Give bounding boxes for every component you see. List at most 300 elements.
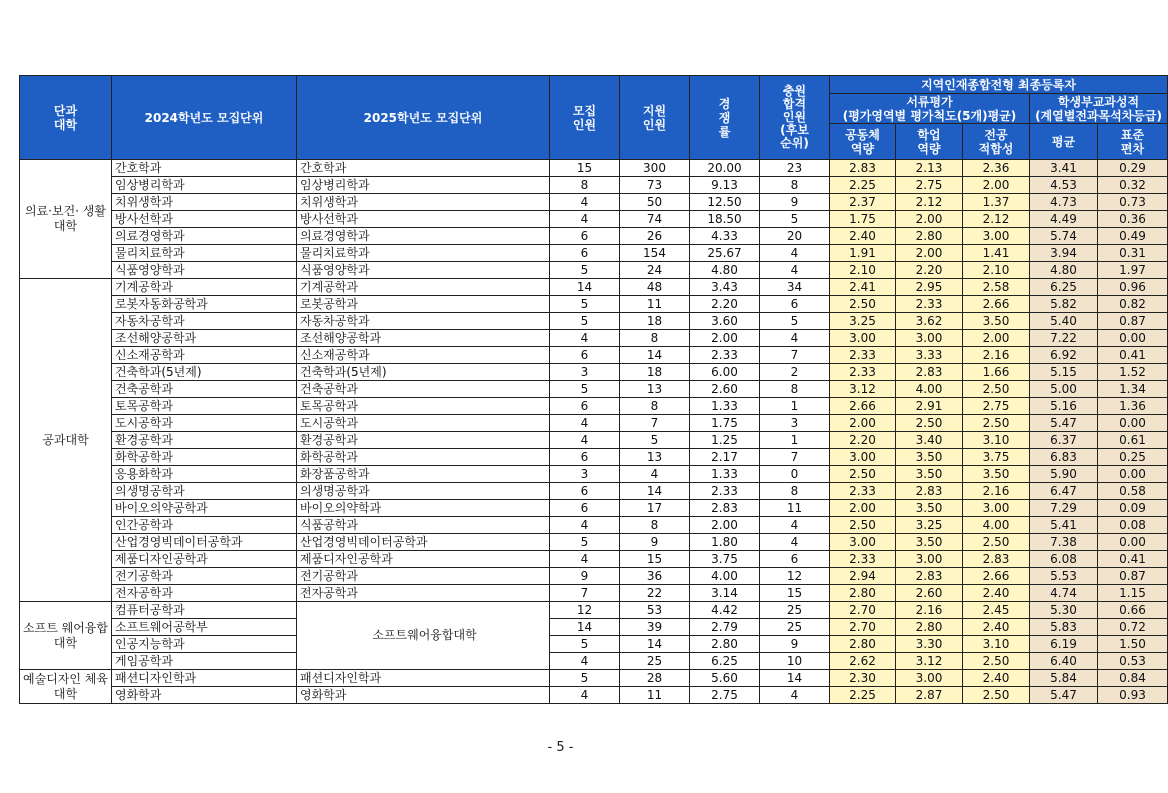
applicants-cell: 73 xyxy=(620,177,690,194)
academic-score-cell: 4.00 xyxy=(896,381,963,398)
unit-2025-cell: 물리치료학과 xyxy=(297,245,550,262)
header-college: 단과 대학 xyxy=(20,76,112,160)
quota-cell: 5 xyxy=(550,296,620,313)
ratio-cell: 25.67 xyxy=(690,245,760,262)
grade-stdev-cell: 0.96 xyxy=(1098,279,1168,296)
quota-cell: 15 xyxy=(550,160,620,177)
extra-admit-cell: 34 xyxy=(760,279,830,296)
extra-admit-cell: 7 xyxy=(760,347,830,364)
extra-admit-cell: 20 xyxy=(760,228,830,245)
ratio-cell: 6.00 xyxy=(690,364,760,381)
applicants-cell: 9 xyxy=(620,534,690,551)
quota-cell: 14 xyxy=(550,279,620,296)
header-applicants: 지원 인원 xyxy=(620,76,690,160)
major-fit-score-cell: 2.16 xyxy=(963,347,1030,364)
college-cell: 의료·보건· 생활대학 xyxy=(20,160,112,279)
unit-2024-cell: 인공지능학과 xyxy=(112,636,297,653)
academic-score-cell: 2.75 xyxy=(896,177,963,194)
unit-2025-cell: 전기공학과 xyxy=(297,568,550,585)
grade-stdev-cell: 0.49 xyxy=(1098,228,1168,245)
unit-2025-cell: 의생명공학과 xyxy=(297,483,550,500)
quota-cell: 4 xyxy=(550,653,620,670)
community-score-cell: 3.00 xyxy=(830,330,896,347)
community-score-cell: 2.94 xyxy=(830,568,896,585)
extra-admit-cell: 8 xyxy=(760,381,830,398)
extra-admit-cell: 15 xyxy=(760,585,830,602)
community-score-cell: 2.33 xyxy=(830,483,896,500)
ratio-cell: 1.33 xyxy=(690,466,760,483)
grade-stdev-cell: 0.36 xyxy=(1098,211,1168,228)
applicants-cell: 4 xyxy=(620,466,690,483)
grade-stdev-cell: 0.00 xyxy=(1098,330,1168,347)
grade-stdev-cell: 0.41 xyxy=(1098,551,1168,568)
unit-2024-cell: 조선해양공학과 xyxy=(112,330,297,347)
extra-admit-cell: 8 xyxy=(760,483,830,500)
applicants-cell: 26 xyxy=(620,228,690,245)
table-row xyxy=(20,279,1168,296)
unit-2025-cell: 로봇공학과 xyxy=(297,296,550,313)
unit-2024-cell: 전기공학과 xyxy=(112,568,297,585)
grade-avg-cell: 6.40 xyxy=(1030,653,1098,670)
unit-2025-cell: 임상병리학과 xyxy=(297,177,550,194)
quota-cell: 9 xyxy=(550,568,620,585)
table-row xyxy=(20,194,1168,211)
community-score-cell: 2.00 xyxy=(830,415,896,432)
community-score-cell: 2.25 xyxy=(830,177,896,194)
grade-avg-cell: 7.29 xyxy=(1030,500,1098,517)
table-row xyxy=(20,296,1168,313)
table-row xyxy=(20,619,1168,636)
grade-stdev-cell: 0.58 xyxy=(1098,483,1168,500)
academic-score-cell: 2.80 xyxy=(896,619,963,636)
academic-score-cell: 2.95 xyxy=(896,279,963,296)
extra-admit-cell: 4 xyxy=(760,534,830,551)
community-score-cell: 2.10 xyxy=(830,262,896,279)
quota-cell: 4 xyxy=(550,551,620,568)
extra-admit-cell: 9 xyxy=(760,194,830,211)
grade-avg-cell: 6.83 xyxy=(1030,449,1098,466)
table-row xyxy=(20,415,1168,432)
quota-cell: 12 xyxy=(550,602,620,619)
major-fit-score-cell: 2.00 xyxy=(963,177,1030,194)
table-row xyxy=(20,330,1168,347)
quota-cell: 5 xyxy=(550,381,620,398)
grade-stdev-cell: 0.09 xyxy=(1098,500,1168,517)
academic-score-cell: 2.80 xyxy=(896,228,963,245)
unit-2024-cell: 산업경영빅데이터공학과 xyxy=(112,534,297,551)
table-row xyxy=(20,636,1168,653)
community-score-cell: 2.33 xyxy=(830,551,896,568)
extra-admit-cell: 9 xyxy=(760,636,830,653)
college-cell: 공과대학 xyxy=(20,279,112,602)
academic-score-cell: 3.33 xyxy=(896,347,963,364)
extra-admit-cell: 14 xyxy=(760,670,830,687)
unit-2025-cell: 전자공학과 xyxy=(297,585,550,602)
community-score-cell: 2.37 xyxy=(830,194,896,211)
unit-2025-cell: 제품디자인공학과 xyxy=(297,551,550,568)
quota-cell: 4 xyxy=(550,330,620,347)
major-fit-score-cell: 2.12 xyxy=(963,211,1030,228)
major-fit-score-cell: 2.00 xyxy=(963,330,1030,347)
grade-stdev-cell: 0.72 xyxy=(1098,619,1168,636)
major-fit-score-cell: 2.75 xyxy=(963,398,1030,415)
table-row xyxy=(20,687,1168,704)
extra-admit-cell: 6 xyxy=(760,296,830,313)
unit-2025-cell: 바이오의약학과 xyxy=(297,500,550,517)
grade-stdev-cell: 0.93 xyxy=(1098,687,1168,704)
table-row xyxy=(20,381,1168,398)
grade-avg-cell: 5.47 xyxy=(1030,687,1098,704)
unit-2024-cell: 자동차공학과 xyxy=(112,313,297,330)
quota-cell: 5 xyxy=(550,670,620,687)
grade-stdev-cell: 1.52 xyxy=(1098,364,1168,381)
unit-2024-cell: 건축학과(5년제) xyxy=(112,364,297,381)
applicants-cell: 18 xyxy=(620,364,690,381)
grade-avg-cell: 6.25 xyxy=(1030,279,1098,296)
extra-admit-cell: 12 xyxy=(760,568,830,585)
ratio-cell: 9.13 xyxy=(690,177,760,194)
unit-2024-cell: 환경공학과 xyxy=(112,432,297,449)
grade-stdev-cell: 1.15 xyxy=(1098,585,1168,602)
unit-2024-cell: 도시공학과 xyxy=(112,415,297,432)
academic-score-cell: 3.00 xyxy=(896,551,963,568)
major-fit-score-cell: 3.00 xyxy=(963,500,1030,517)
unit-2025-cell: 영화학과 xyxy=(297,687,550,704)
unit-2024-cell: 응용화학과 xyxy=(112,466,297,483)
community-score-cell: 2.50 xyxy=(830,466,896,483)
table-row xyxy=(20,398,1168,415)
major-fit-score-cell: 2.36 xyxy=(963,160,1030,177)
grade-avg-cell: 5.74 xyxy=(1030,228,1098,245)
grade-avg-cell: 4.73 xyxy=(1030,194,1098,211)
unit-2025-cell: 환경공학과 xyxy=(297,432,550,449)
applicants-cell: 25 xyxy=(620,653,690,670)
applicants-cell: 48 xyxy=(620,279,690,296)
applicants-cell: 15 xyxy=(620,551,690,568)
applicants-cell: 50 xyxy=(620,194,690,211)
table-row xyxy=(20,670,1168,687)
ratio-cell: 1.75 xyxy=(690,415,760,432)
header-quota: 모집 인원 xyxy=(550,76,620,160)
extra-admit-cell: 11 xyxy=(760,500,830,517)
major-fit-score-cell: 3.00 xyxy=(963,228,1030,245)
unit-2025-cell: 토목공학과 xyxy=(297,398,550,415)
academic-score-cell: 3.50 xyxy=(896,534,963,551)
unit-2024-cell: 컴퓨터공학과 xyxy=(112,602,297,619)
academic-score-cell: 3.12 xyxy=(896,653,963,670)
table-row xyxy=(20,347,1168,364)
major-fit-score-cell: 2.10 xyxy=(963,262,1030,279)
community-score-cell: 2.33 xyxy=(830,364,896,381)
college-cell: 예술디자인 체육대학 xyxy=(20,670,112,704)
grade-stdev-cell: 0.00 xyxy=(1098,534,1168,551)
applicants-cell: 5 xyxy=(620,432,690,449)
academic-score-cell: 2.20 xyxy=(896,262,963,279)
unit-2024-cell: 기계공학과 xyxy=(112,279,297,296)
community-score-cell: 2.80 xyxy=(830,585,896,602)
unit-2025-cell: 건축학과(5년제) xyxy=(297,364,550,381)
table-row xyxy=(20,517,1168,534)
quota-cell: 6 xyxy=(550,347,620,364)
major-fit-score-cell: 2.66 xyxy=(963,568,1030,585)
unit-2024-cell: 치위생학과 xyxy=(112,194,297,211)
community-score-cell: 2.33 xyxy=(830,347,896,364)
major-fit-score-cell: 3.50 xyxy=(963,466,1030,483)
table-row xyxy=(20,653,1168,670)
ratio-cell: 2.75 xyxy=(690,687,760,704)
header-ratio: 경 쟁 률 xyxy=(690,76,760,160)
unit-2025-cell: 간호학과 xyxy=(297,160,550,177)
academic-score-cell: 2.83 xyxy=(896,483,963,500)
community-score-cell: 2.80 xyxy=(830,636,896,653)
unit-2024-cell: 물리치료학과 xyxy=(112,245,297,262)
table-row xyxy=(20,160,1168,177)
extra-admit-cell: 23 xyxy=(760,160,830,177)
quota-cell: 4 xyxy=(550,517,620,534)
grade-avg-cell: 5.41 xyxy=(1030,517,1098,534)
academic-score-cell: 3.50 xyxy=(896,500,963,517)
academic-score-cell: 3.25 xyxy=(896,517,963,534)
grade-stdev-cell: 0.87 xyxy=(1098,313,1168,330)
applicants-cell: 22 xyxy=(620,585,690,602)
grade-stdev-cell: 1.50 xyxy=(1098,636,1168,653)
unit-2024-cell: 소프트웨어공학부 xyxy=(112,619,297,636)
major-fit-score-cell: 2.50 xyxy=(963,381,1030,398)
extra-admit-cell: 5 xyxy=(760,211,830,228)
header-doc-eval: 서류평가 (평가영역별 평가척도(5개)평균) xyxy=(830,94,1030,124)
table-row xyxy=(20,177,1168,194)
unit-2025-cell: 조선해양공학과 xyxy=(297,330,550,347)
extra-admit-cell: 2 xyxy=(760,364,830,381)
community-score-cell: 3.00 xyxy=(830,534,896,551)
quota-cell: 14 xyxy=(550,619,620,636)
header-grades: 학생부교과성적 (계열별전과목석차등급) xyxy=(1030,94,1168,124)
academic-score-cell: 2.13 xyxy=(896,160,963,177)
unit-2024-cell: 제품디자인공학과 xyxy=(112,551,297,568)
quota-cell: 6 xyxy=(550,245,620,262)
grade-stdev-cell: 1.36 xyxy=(1098,398,1168,415)
extra-admit-cell: 5 xyxy=(760,313,830,330)
major-fit-score-cell: 1.41 xyxy=(963,245,1030,262)
ratio-cell: 3.75 xyxy=(690,551,760,568)
applicants-cell: 14 xyxy=(620,483,690,500)
quota-cell: 5 xyxy=(550,313,620,330)
quota-cell: 7 xyxy=(550,585,620,602)
extra-admit-cell: 4 xyxy=(760,245,830,262)
unit-2025-cell: 자동차공학과 xyxy=(297,313,550,330)
applicants-cell: 8 xyxy=(620,517,690,534)
table-row xyxy=(20,602,1168,619)
ratio-cell: 1.33 xyxy=(690,398,760,415)
unit-2024-cell: 식품영양학과 xyxy=(112,262,297,279)
ratio-cell: 2.20 xyxy=(690,296,760,313)
ratio-cell: 1.80 xyxy=(690,534,760,551)
ratio-cell: 2.33 xyxy=(690,483,760,500)
ratio-cell: 3.14 xyxy=(690,585,760,602)
unit-2024-cell: 건축공학과 xyxy=(112,381,297,398)
grade-avg-cell: 4.80 xyxy=(1030,262,1098,279)
table-row xyxy=(20,228,1168,245)
table-row xyxy=(20,432,1168,449)
unit-2024-cell: 의료경영학과 xyxy=(112,228,297,245)
header-community: 공동체 역량 xyxy=(830,124,896,160)
major-fit-score-cell: 1.66 xyxy=(963,364,1030,381)
applicants-cell: 28 xyxy=(620,670,690,687)
grade-avg-cell: 6.47 xyxy=(1030,483,1098,500)
academic-score-cell: 2.00 xyxy=(896,211,963,228)
major-fit-score-cell: 2.16 xyxy=(963,483,1030,500)
grade-avg-cell: 5.00 xyxy=(1030,381,1098,398)
admission-results-table xyxy=(19,75,1168,704)
unit-2024-cell: 임상병리학과 xyxy=(112,177,297,194)
quota-cell: 5 xyxy=(550,262,620,279)
table-row xyxy=(20,483,1168,500)
ratio-cell: 4.42 xyxy=(690,602,760,619)
grade-stdev-cell: 1.97 xyxy=(1098,262,1168,279)
major-fit-score-cell: 2.83 xyxy=(963,551,1030,568)
academic-score-cell: 3.40 xyxy=(896,432,963,449)
unit-2025-cell: 도시공학과 xyxy=(297,415,550,432)
header-major-fit: 전공 적합성 xyxy=(963,124,1030,160)
unit-2024-cell: 토목공학과 xyxy=(112,398,297,415)
grade-stdev-cell: 0.00 xyxy=(1098,415,1168,432)
applicants-cell: 39 xyxy=(620,619,690,636)
unit-2025-cell: 식품공학과 xyxy=(297,517,550,534)
major-fit-score-cell: 1.37 xyxy=(963,194,1030,211)
applicants-cell: 13 xyxy=(620,449,690,466)
major-fit-score-cell: 2.40 xyxy=(963,670,1030,687)
major-fit-score-cell: 2.50 xyxy=(963,534,1030,551)
header-academic: 학업 역량 xyxy=(896,124,963,160)
academic-score-cell: 2.33 xyxy=(896,296,963,313)
grade-avg-cell: 5.53 xyxy=(1030,568,1098,585)
ratio-cell: 2.33 xyxy=(690,347,760,364)
grade-stdev-cell: 0.00 xyxy=(1098,466,1168,483)
grade-avg-cell: 4.53 xyxy=(1030,177,1098,194)
community-score-cell: 2.66 xyxy=(830,398,896,415)
unit-2024-cell: 영화학과 xyxy=(112,687,297,704)
grade-avg-cell: 5.84 xyxy=(1030,670,1098,687)
header-final-group: 지역인재종합전형 최종등록자 xyxy=(830,76,1168,94)
header-stdev: 표준 편차 xyxy=(1098,124,1168,160)
unit-2025-cell: 패션디자인학과 xyxy=(297,670,550,687)
major-fit-score-cell: 4.00 xyxy=(963,517,1030,534)
unit-2024-cell: 간호학과 xyxy=(112,160,297,177)
ratio-cell: 2.83 xyxy=(690,500,760,517)
grade-avg-cell: 5.16 xyxy=(1030,398,1098,415)
ratio-cell: 4.33 xyxy=(690,228,760,245)
quota-cell: 5 xyxy=(550,636,620,653)
grade-stdev-cell: 0.84 xyxy=(1098,670,1168,687)
unit-2024-cell: 신소재공학과 xyxy=(112,347,297,364)
quota-cell: 6 xyxy=(550,483,620,500)
table-row xyxy=(20,262,1168,279)
grade-avg-cell: 4.49 xyxy=(1030,211,1098,228)
quota-cell: 4 xyxy=(550,687,620,704)
ratio-cell: 2.00 xyxy=(690,517,760,534)
unit-2025-cell: 식품영양학과 xyxy=(297,262,550,279)
grade-stdev-cell: 0.87 xyxy=(1098,568,1168,585)
applicants-cell: 53 xyxy=(620,602,690,619)
major-fit-score-cell: 3.10 xyxy=(963,432,1030,449)
applicants-cell: 14 xyxy=(620,636,690,653)
ratio-cell: 2.79 xyxy=(690,619,760,636)
academic-score-cell: 2.50 xyxy=(896,415,963,432)
grade-stdev-cell: 0.31 xyxy=(1098,245,1168,262)
major-fit-score-cell: 3.50 xyxy=(963,313,1030,330)
ratio-cell: 2.80 xyxy=(690,636,760,653)
table-row xyxy=(20,585,1168,602)
community-score-cell: 2.70 xyxy=(830,602,896,619)
community-score-cell: 2.41 xyxy=(830,279,896,296)
unit-2024-cell: 전자공학과 xyxy=(112,585,297,602)
community-score-cell: 2.00 xyxy=(830,500,896,517)
college-cell: 소프트 웨어융합 대학 xyxy=(20,602,112,670)
quota-cell: 6 xyxy=(550,228,620,245)
extra-admit-cell: 25 xyxy=(760,602,830,619)
ratio-cell: 3.60 xyxy=(690,313,760,330)
grade-avg-cell: 5.30 xyxy=(1030,602,1098,619)
community-score-cell: 2.25 xyxy=(830,687,896,704)
grade-avg-cell: 5.82 xyxy=(1030,296,1098,313)
unit-2025-cell: 소프트웨어융합대학 xyxy=(297,602,550,670)
ratio-cell: 20.00 xyxy=(690,160,760,177)
academic-score-cell: 3.00 xyxy=(896,330,963,347)
quota-cell: 4 xyxy=(550,432,620,449)
extra-admit-cell: 25 xyxy=(760,619,830,636)
grade-avg-cell: 4.74 xyxy=(1030,585,1098,602)
unit-2024-cell: 게임공학과 xyxy=(112,653,297,670)
table-row xyxy=(20,568,1168,585)
academic-score-cell: 2.87 xyxy=(896,687,963,704)
applicants-cell: 24 xyxy=(620,262,690,279)
grade-stdev-cell: 0.29 xyxy=(1098,160,1168,177)
unit-2024-cell: 인간공학과 xyxy=(112,517,297,534)
grade-stdev-cell: 0.41 xyxy=(1098,347,1168,364)
quota-cell: 4 xyxy=(550,194,620,211)
applicants-cell: 11 xyxy=(620,296,690,313)
grade-stdev-cell: 0.73 xyxy=(1098,194,1168,211)
extra-admit-cell: 4 xyxy=(760,517,830,534)
unit-2025-cell: 의료경영학과 xyxy=(297,228,550,245)
table-row xyxy=(20,313,1168,330)
extra-admit-cell: 4 xyxy=(760,330,830,347)
community-score-cell: 2.50 xyxy=(830,296,896,313)
unit-2025-cell: 화학공학과 xyxy=(297,449,550,466)
community-score-cell: 2.62 xyxy=(830,653,896,670)
grade-avg-cell: 3.94 xyxy=(1030,245,1098,262)
grade-avg-cell: 5.15 xyxy=(1030,364,1098,381)
academic-score-cell: 2.16 xyxy=(896,602,963,619)
header-unit-2024: 2024학년도 모집단위 xyxy=(112,76,297,160)
unit-2025-cell: 신소재공학과 xyxy=(297,347,550,364)
academic-score-cell: 2.83 xyxy=(896,364,963,381)
community-score-cell: 1.91 xyxy=(830,245,896,262)
academic-score-cell: 2.12 xyxy=(896,194,963,211)
ratio-cell: 18.50 xyxy=(690,211,760,228)
unit-2024-cell: 바이오의약공학과 xyxy=(112,500,297,517)
academic-score-cell: 3.62 xyxy=(896,313,963,330)
grade-stdev-cell: 0.61 xyxy=(1098,432,1168,449)
extra-admit-cell: 1 xyxy=(760,398,830,415)
ratio-cell: 2.60 xyxy=(690,381,760,398)
table-row xyxy=(20,449,1168,466)
applicants-cell: 17 xyxy=(620,500,690,517)
major-fit-score-cell: 2.45 xyxy=(963,602,1030,619)
grade-stdev-cell: 0.25 xyxy=(1098,449,1168,466)
ratio-cell: 4.80 xyxy=(690,262,760,279)
applicants-cell: 18 xyxy=(620,313,690,330)
